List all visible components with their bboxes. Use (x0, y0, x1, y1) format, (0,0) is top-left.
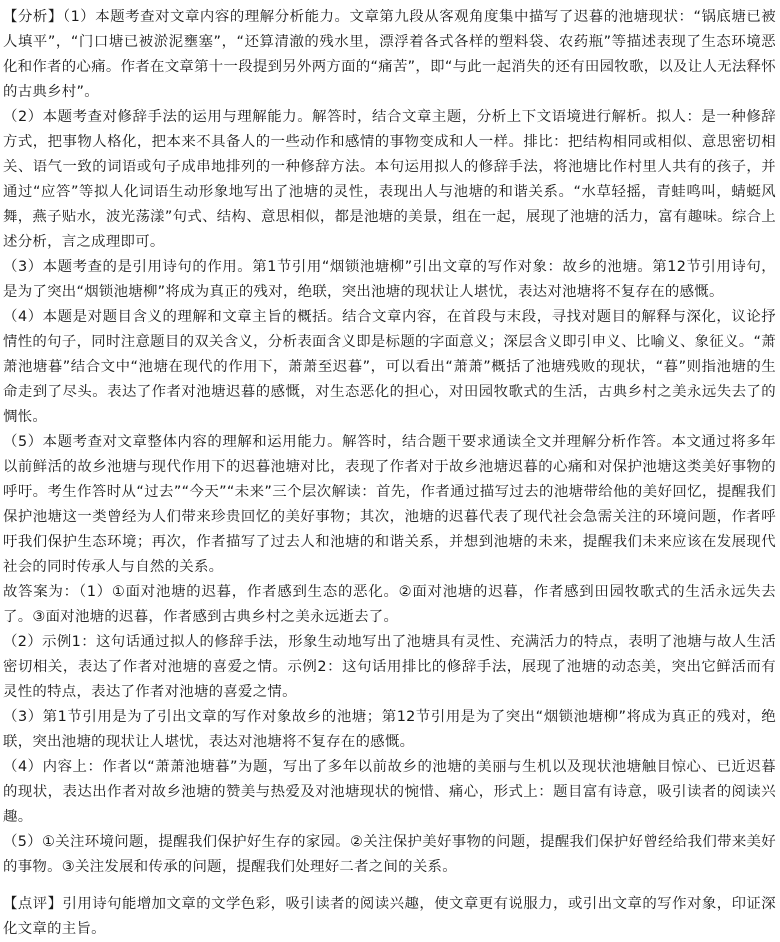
answer-paragraph-3: （3）第1节引用是为了引出文章的写作对象故乡的池塘；第12节引用是为了突出“烟锁池塘柳”将成为真正的残对，绝联，突出池塘的现状让人堪忧，表达对池塘将不复存在的感慨。 (3, 709, 776, 750)
analysis-paragraph-5: （5）本题考查对文章整体内容的理解和运用能力。解答时，结合题干要求通读全文并理解分析作答。本文通过将多年以前鲜活的故乡池塘与现代作用下的迟暮池塘对比，表现了作者对于故乡池塘迟暮的心痛和对保护池塘这类美好事物的呼吁。考生作答时从“过去”“今天”“未来”三个层次解读：首先，作者通过描写过去的池塘带给他的美好回忆，提醒我们保护池塘这一类曾经为人们带来珍贵回忆的美好事物；其次，池塘的迟暮代表了现代社会急需关注的环境问题，作者呼吁我们保护生态环境；再次，作者描写了过去人和池塘的和谐关系，并想到池塘的未来，提醒我们未来应该在发展现代社会的同时传承人与自然的关系。 (3, 434, 776, 575)
analysis-paragraph-4: （4）本题是对题目含义的理解和文章主旨的概括。结合文章内容，在首段与末段，寻找对题目的解释与深化，议论抒情性的句子，同时注意题目的双关含义，分析表面含义即是标题的字面意义；深层含义即引申义、比喻义、象征义。“萧萧池塘暮”结合文中“池塘在现代的作用下，萧萧至迟暮”，可以看出“萧萧”概括了池塘残败的现状，“暮”则指池塘的生命走到了尽头。表达了作者对池塘迟暮的感慨，对生态恶化的担心，对田园牧歌式的生活，古典乡村之美永远失去了的惆怅。 (3, 309, 776, 425)
answer-paragraph-5: （5）①关注环境问题，提醒我们保护好生存的家园。②关注保护美好事物的问题，提醒我们保护好曾经给我们带来美好的事物。③关注发展和传承的问题，提醒我们处理好二者之间的关系。 (3, 834, 776, 875)
analysis-paragraph-3: （3）本题考查的是引用诗句的作用。第1节引用“烟锁池塘柳”引出文章的写作对象：故乡的池塘。第12节引用诗句，是为了突出“烟锁池塘柳”将成为真正的残对，绝联，突出池塘的现状让人堪忧，表达对池塘将不复存在的感慨。 (3, 259, 776, 300)
section-spacer (3, 880, 776, 892)
analysis-paragraph-1: 【分析】（1）本题考查对文章内容的理解分析能力。文章第九段从客观角度集中描写了迟暮的池塘现状：“锅底塘已被人填平”，“门口塘已被淤泥壅塞”，“还算清澈的残水里，漂浮着各式各样的塑料袋、农药瓶”等描述表现了生态环境恶化和作者的心痛。作者在文章第十一段提到另外两方面的“痛苦”，即“与此一起消失的还有田园牧歌，以及让人无法释怀的古典乡村”。 (3, 9, 776, 100)
analysis-paragraph-2: （2）本题考查对修辞手法的运用与理解能力。解答时，结合文章主题，分析上下文语境进行解析。拟人：是一种修辞方式，把事物人格化，把本来不具备人的一些动作和感情的事物变成和人一样。排比：把结构相同或相似、意思密切相关、语气一致的词语或句子成串地排列的一种修辞方法。本句运用拟人的修辞手法，将池塘比作村里人共有的孩子，并通过“应答”等拟人化词语生动形象地写出了池塘的灵性，表现出人与池塘的和谐关系。“水草轻摇，青蛙鸣叫，蜻蜓风舞，燕子贴水，波光荡漾”句式、结构、意思相似，都是池塘的美景，组在一起，展现了池塘的活力，富有趣味。综合上述分析，言之成理即可。 (3, 109, 776, 250)
analysis-section (3, 5, 776, 580)
answer-paragraph-2: （2）示例1：这句话通过拟人的修辞手法，形象生动地写出了池塘具有灵性、充满活力的特点，表明了池塘与故人生活密切相关，表达了作者对池塘的喜爱之情。示例2：这句话用排比的修辞手法，展现了池塘的动态美，突出它鲜活而有灵性的特点，表达了作者对池塘的喜爱之情。 (3, 634, 776, 700)
answer-paragraph-1: 故答案为：（1）①面对池塘的迟暮，作者感到生态的恶化。②面对池塘的迟暮，作者感到田园牧歌式的生活永远失去了。③面对池塘的迟暮，作者感到古典乡村之美永远逝去了。 (3, 584, 776, 625)
answer-section (3, 580, 776, 880)
comment-section (3, 892, 776, 942)
comment-paragraph: 【点评】引用诗句能增加文章的文学色彩，吸引读者的阅读兴趣，使文章更有说服力，或引出文章的写作对象，印证深化文章的主旨。 (3, 896, 776, 937)
answer-paragraph-4: （4）内容上：作者以“萧萧池塘暮”为题，写出了多年以前故乡的池塘的美丽与生机以及现状池塘触目惊心、已近迟暮的现状，表达出作者对故乡池塘的赞美与热爱及对池塘现状的惋惜、痛心，形式上：题目富有诗意，吸引读者的阅读兴趣。 (3, 759, 776, 825)
